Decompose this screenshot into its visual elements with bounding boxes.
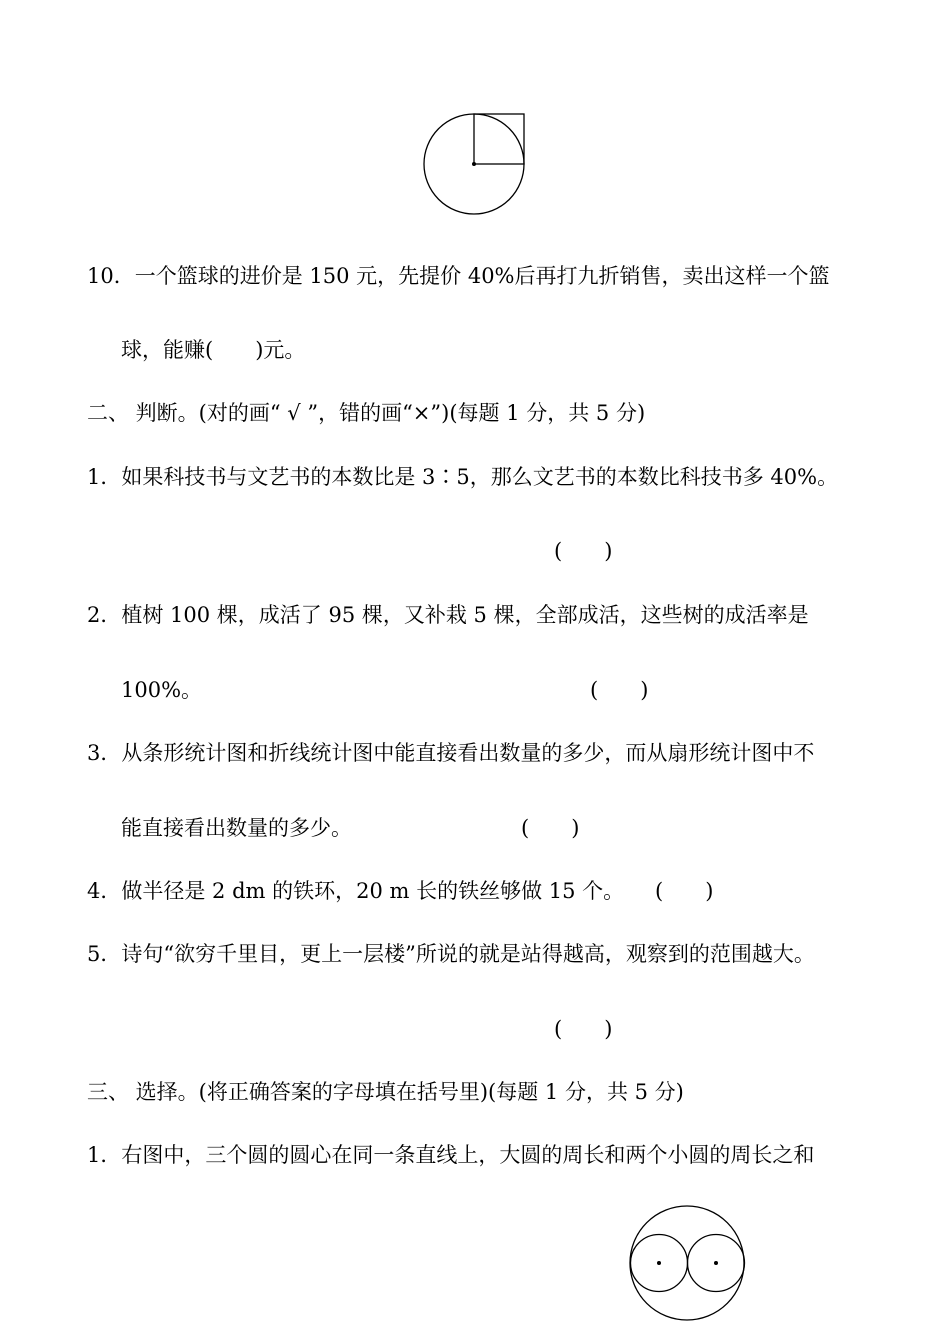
- center-dot: [472, 162, 476, 166]
- s2-item4-answer[interactable]: ( ): [655, 879, 714, 903]
- s2-item1-answer[interactable]: ( ): [554, 539, 613, 563]
- s2-item3-text1: 3．从条形统计图和折线统计图中能直接看出数量的多少，而从扇形统计图中不: [87, 741, 815, 765]
- three-circles-figure: [630, 1206, 745, 1320]
- section3-heading: 三、 选择。(将正确答案的字母填在括号里)(每题 1 分，共 5 分): [87, 1080, 684, 1104]
- s3-item1-text: 1．右图中，三个圆的圆心在同一条直线上，大圆的周长和两个小圆的周长之和: [87, 1143, 815, 1167]
- large-circle: [630, 1206, 744, 1320]
- square-shape: [474, 114, 524, 164]
- section2-heading: 二、 判断。(对的画“ √ ”，错的画“×”)(每题 1 分，共 5 分): [87, 401, 646, 425]
- s2-item3-text2: 能直接看出数量的多少。: [121, 816, 352, 840]
- small-circle-left: [631, 1235, 688, 1292]
- left-center-dot: [657, 1261, 661, 1265]
- s2-item2-text2: 100%。: [121, 678, 203, 702]
- q10-line1: 10．一个篮球的进价是 150 元，先提价 40%后再打九折销售，卖出这样一个篮: [87, 264, 830, 288]
- s2-item2-text1: 2．植树 100 棵，成活了 95 棵，又补栽 5 棵，全部成活，这些树的成活率是: [87, 603, 809, 627]
- s2-item1-text: 1．如果科技书与文艺书的本数比是 3∶5，那么文艺书的本数比科技书多 40%。: [87, 465, 839, 489]
- circle-shape: [424, 114, 524, 214]
- s2-item2-answer[interactable]: ( ): [590, 678, 649, 702]
- q10-line2: 球，能赚( )元。: [121, 338, 306, 362]
- s2-item5-answer[interactable]: ( ): [554, 1017, 613, 1041]
- small-circle-right: [688, 1235, 745, 1292]
- right-center-dot: [714, 1261, 718, 1265]
- s2-item4-text: 4．做半径是 2 dm 的铁环，20 m 长的铁丝够做 15 个。: [87, 879, 625, 903]
- s2-item5-text: 5．诗句“欲穷千里目，更上一层楼”所说的就是站得越高，观察到的范围越大。: [87, 942, 815, 966]
- s2-item3-answer[interactable]: ( ): [521, 816, 580, 840]
